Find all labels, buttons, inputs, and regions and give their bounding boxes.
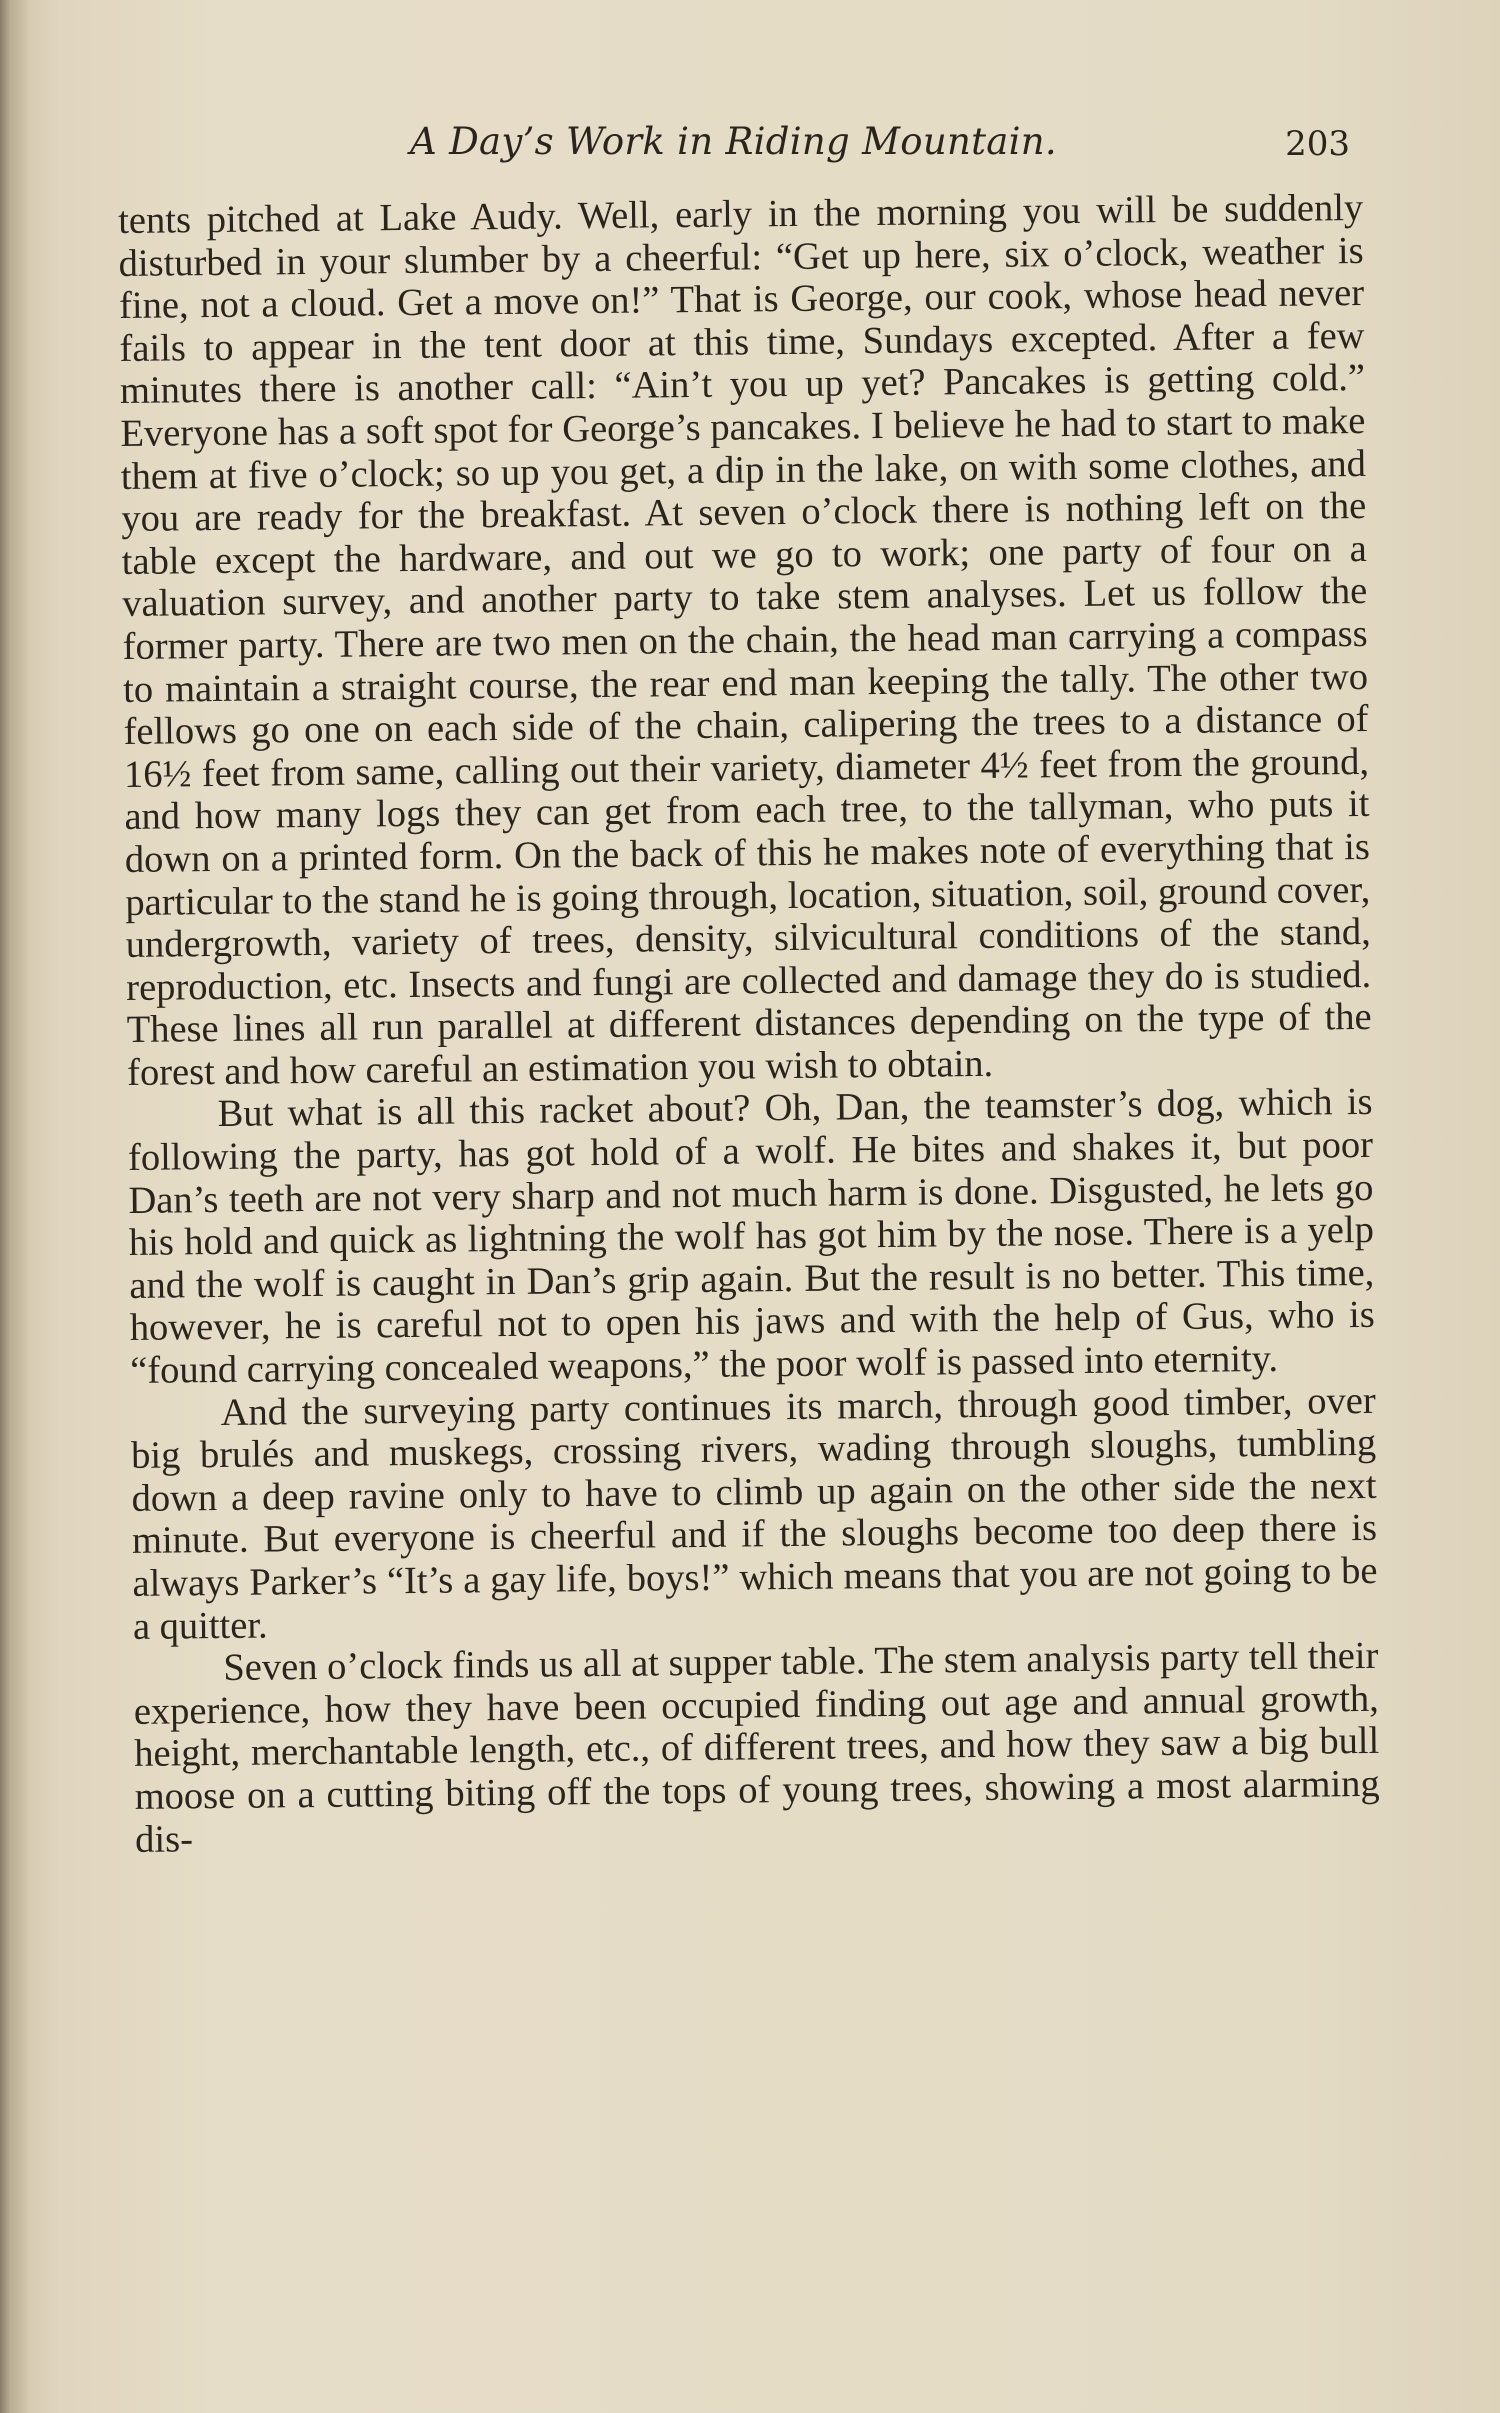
page-header	[410, 120, 1360, 180]
paragraph-4: Seven o’clock finds us all at supper table. The stem analysis party tell their experience, how they have been occupied finding out age and annual growth, height, merchantable length, etc., of different trees, and how they saw a big bull moose on a cutting biting off the tops of young trees, showing a most alarming dis-	[133, 1635, 1380, 1861]
page-gutter-shadow	[0, 0, 30, 2413]
page-number: 203	[1285, 124, 1350, 164]
running-title: A Day’s Work in Riding Mountain.	[410, 120, 1057, 163]
body-text	[118, 187, 1380, 1861]
paragraph-3: And the surveying party continues its march, through good timber, over big brulés and muskegs, crossing rivers, wading through sloughs, tumbling down a deep ravine only to have to climb up again on the other side the next minute. But everyone is cheerful and if the sloughs become too deep there is always Parker’s “It’s a gay life, boys!” which means that you are not going to be a quitter.	[130, 1379, 1378, 1648]
paragraph-1: tents pitched at Lake Audy. Well, early in the morning you will be suddenly disturbed in your slumber by a cheerful: “Get up here, six o’clock, weather is fine, not a cloud. Get a move on!” That is George, our cook, whose head never fails to appear in the tent door at this time, Sundays excepted. After a few minutes there is another call: “Ain’t you up yet? Pancakes is getting cold.” Everyone has a soft spot for George’s pancakes. I believe he had to start to make them at five o’clock; so up you get, a dip in the lake, on with some clothes, and you are ready for the breakfast. At seven o’clock there is nothing left on the table except the hardware, and out we go to work; one party of four on a valuation survey, and another party to take stem analyses. Let us follow the former party. There are two men on the chain, the head man carrying a compass to maintain a straight course, the rear end man keeping the tally. The other two fellows go one on each side of the chain, calipering the trees to a distance of 16½ feet from same, calling out their variety, diameter 4½ feet from the ground, and how many logs they can get from each tree, to the tallyman, who puts it down on a printed form. On the back of this he makes note of everything that is particular to the stand he is going through, location, situation, soil, ground cover, undergrowth, variety of trees, density, silvicultural conditions of the stand, reproduction, etc. Insects and fungi are collected and damage they do is studied. These lines all run parallel at different distances depending on the type of the forest and how careful an estimation you wish to obtain.	[118, 186, 1372, 1094]
paragraph-2: But what is all this racket about? Oh, Dan, the teamster’s dog, which is following the party, has got hold of a wolf. He bites and shakes it, but poor Dan’s teeth are not very sharp and not much harm is done. Disgusted, he lets go his hold and quick as lightning the wolf has got him by the nose. There is a yelp and the wolf is caught in Dan’s grip again. But the result is no better. This time, however, he is careful not to open his jaws and with the help of Gus, who is “found carrying concealed weapons,” the poor wolf is passed into eternity.	[127, 1081, 1375, 1392]
